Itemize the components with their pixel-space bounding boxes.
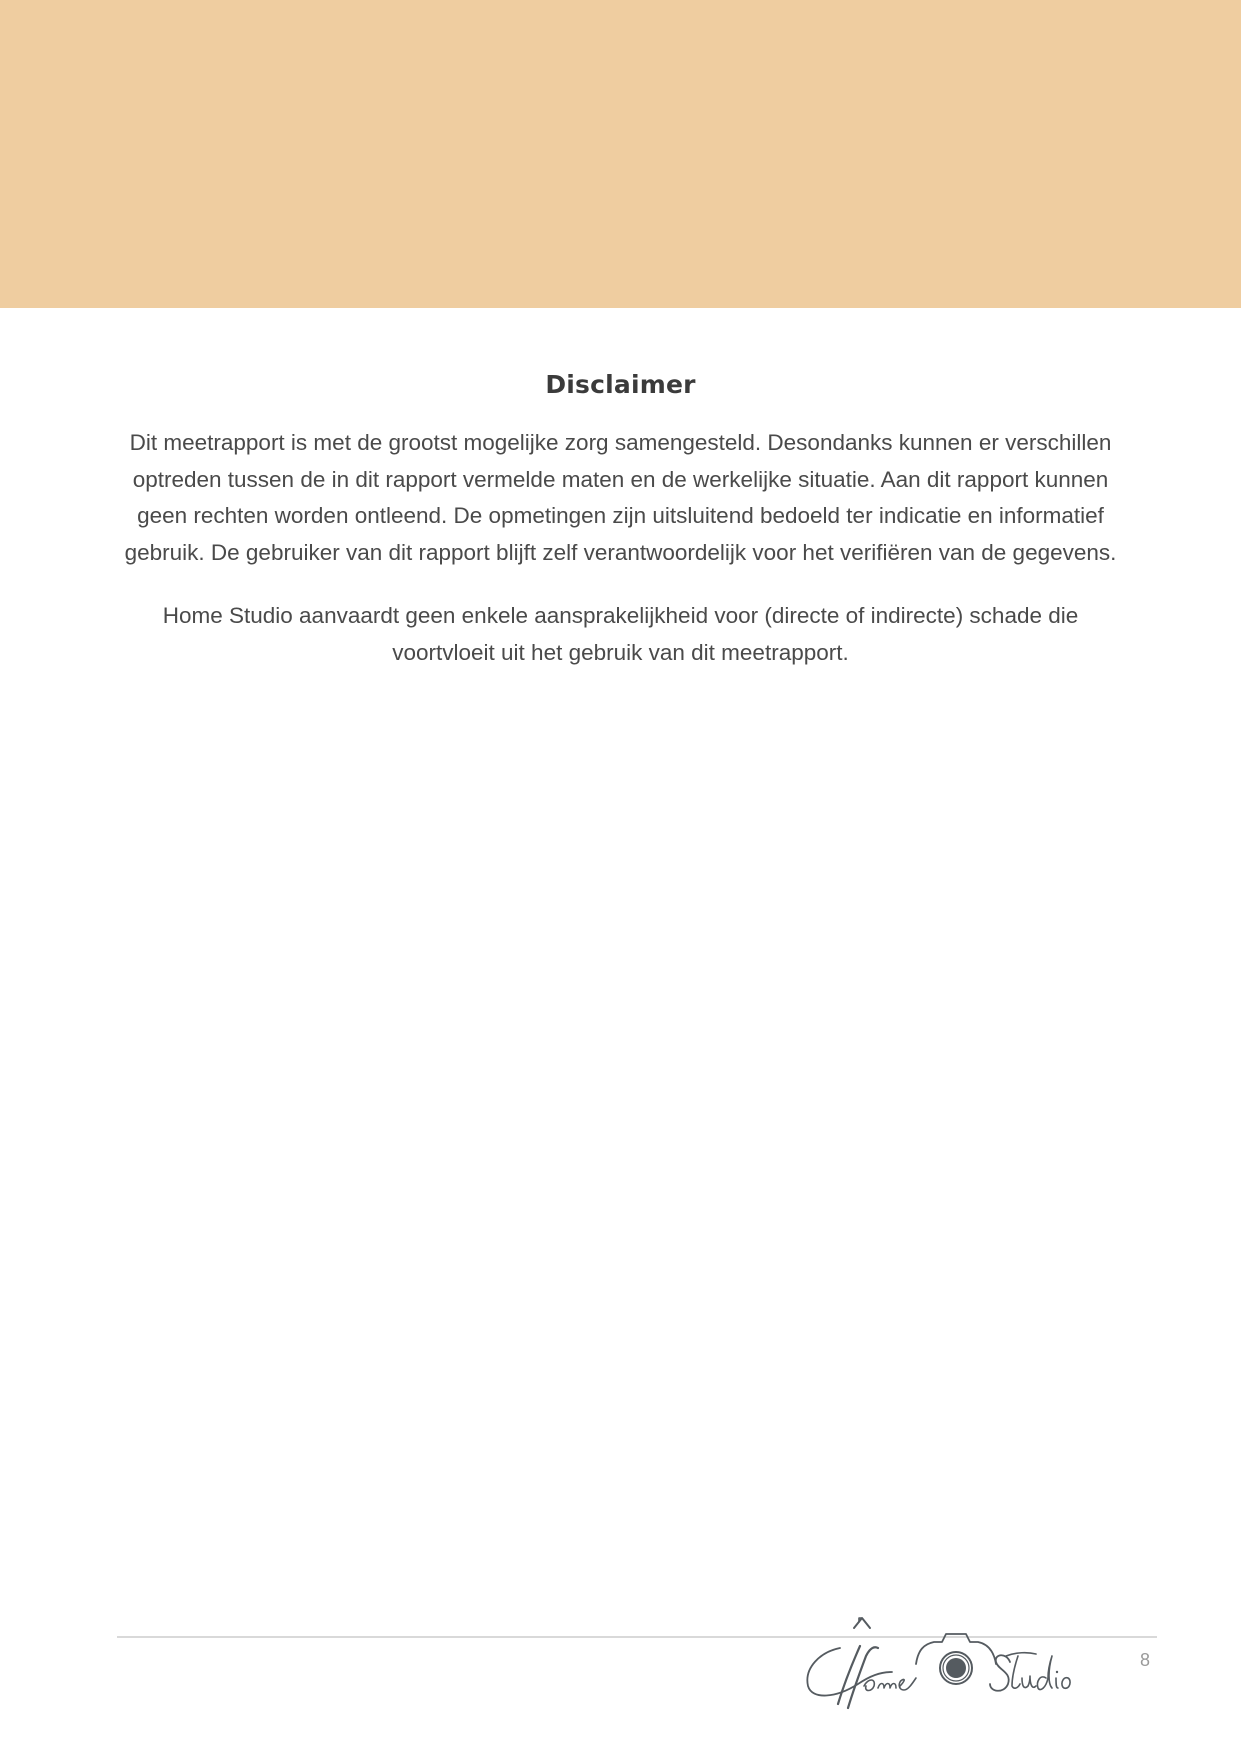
disclaimer-paragraph-1: Dit meetrapport is met de grootst mogelijke zorg samengesteld. Desondanks kunnen er verschillen optreden tussen de in dit rapport vermelde maten en de werkelijke situatie. Aan dit rapport kunnen geen rechten worden ontleend. De opmetingen zijn uitsluitend bedoeld ter indicatie en informatief gebruik. De gebruiker van dit rapport blijft zelf verantwoordelijk voor het verifiëren van de gegevens. — [124, 430, 1117, 565]
disclaimer-section — [110, 370, 1131, 698]
home-studio-logo — [800, 1612, 1080, 1714]
disclaimer-paragraph-2: Home Studio aanvaardt geen enkele aansprakelijkheid voor (directe of indirecte) schade die voortvloeit uit het gebruik van dit meetrapport. — [162, 603, 1079, 665]
page-number: 8 — [1140, 1650, 1151, 1670]
header-band — [0, 0, 1241, 308]
page-title: Disclaimer — [545, 370, 696, 399]
